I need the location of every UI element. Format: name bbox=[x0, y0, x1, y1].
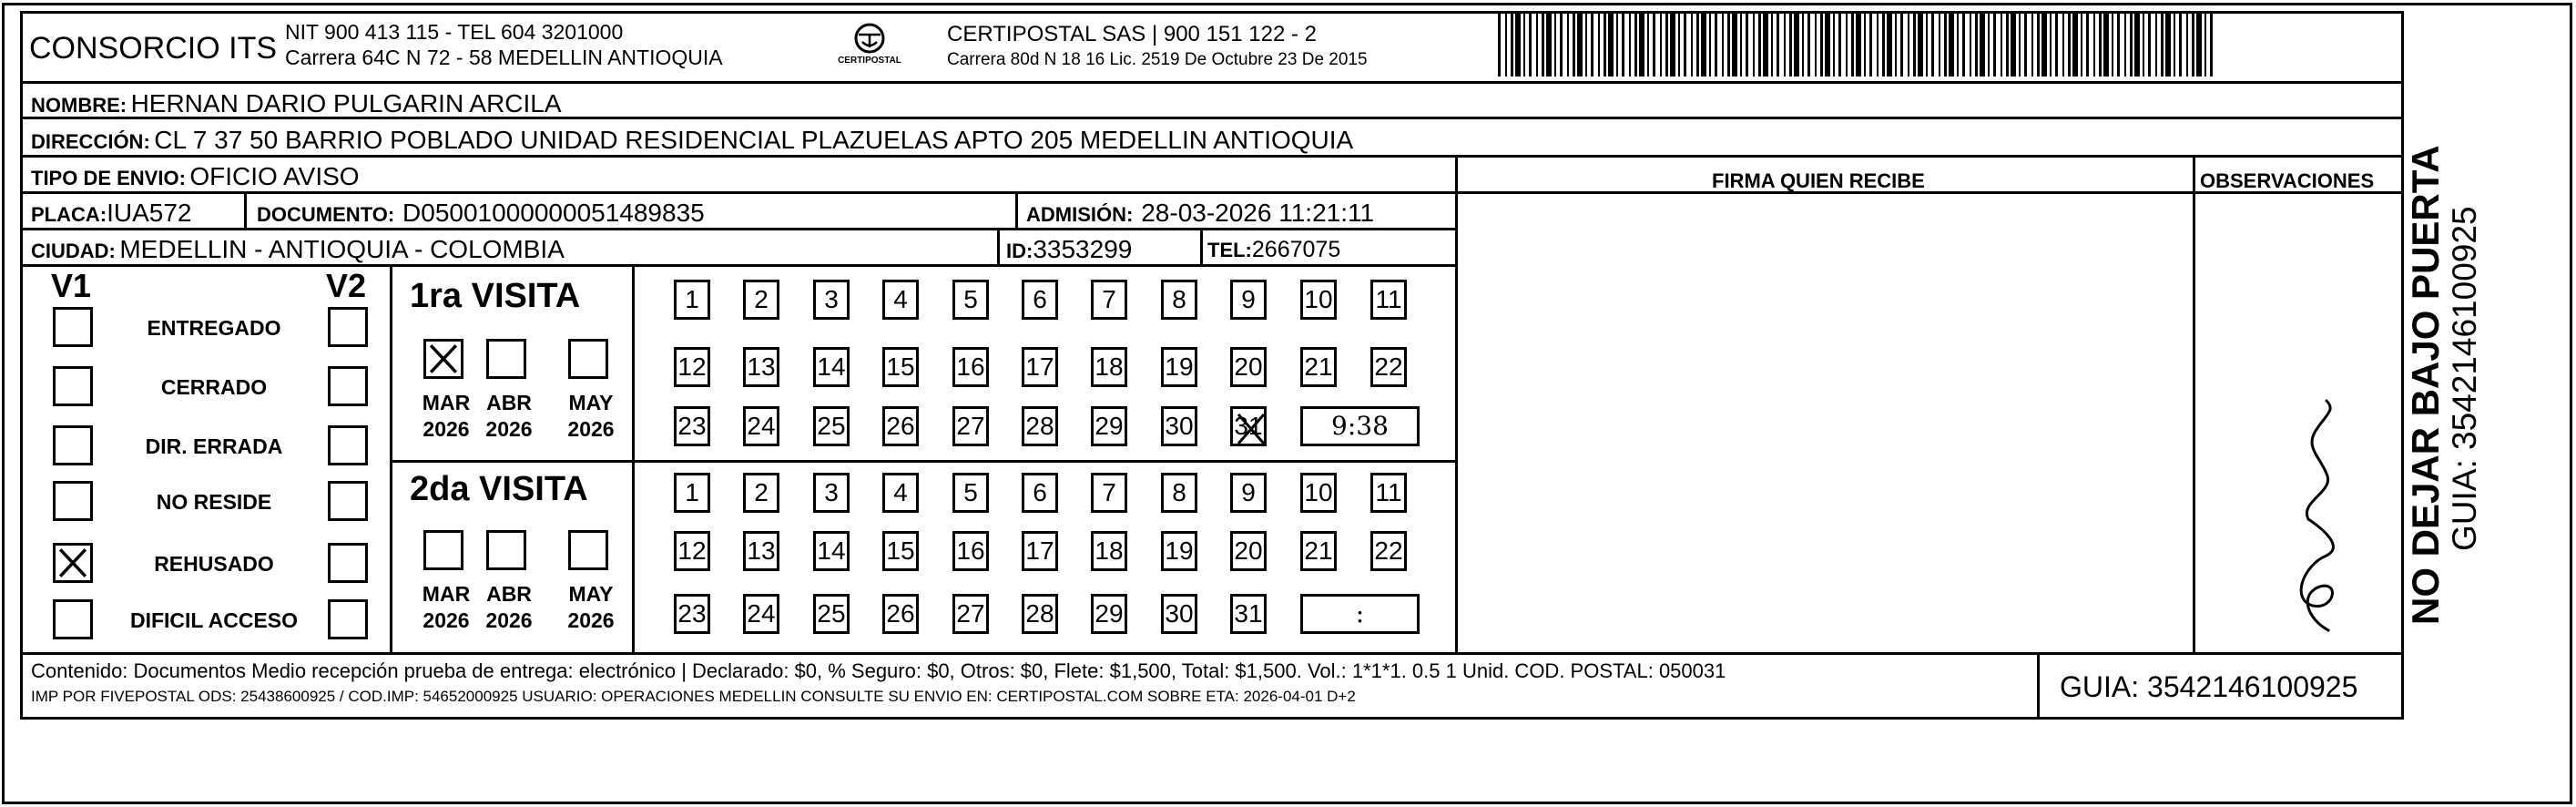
day-box: 7 bbox=[1091, 473, 1127, 513]
barcode-bar bbox=[1962, 13, 1965, 77]
barcode-bar bbox=[1746, 13, 1748, 77]
day-box: 30 bbox=[1161, 594, 1197, 634]
barcode-bar bbox=[1616, 13, 1618, 77]
barcode-bar bbox=[1670, 13, 1675, 77]
day-box: 6 bbox=[1022, 473, 1058, 513]
day-box: 22 bbox=[1370, 347, 1407, 387]
placa-value: IUA572 bbox=[107, 199, 192, 227]
barcode-bar bbox=[1608, 13, 1614, 77]
status-option-label: DIFICIL ACCESO bbox=[129, 608, 298, 632]
rule bbox=[244, 191, 247, 228]
rule bbox=[20, 191, 2404, 194]
placa-label: PLACA: bbox=[31, 203, 107, 226]
rule bbox=[632, 264, 635, 652]
barcode-bar bbox=[2204, 13, 2206, 77]
month-name: MAY bbox=[568, 582, 614, 606]
contenido-text: Contenido: Documentos Medio recepción prueba de entrega: electrónico | Declarado: $0, % Seguro: $0, Otros: $0, Flete: $1,500, Total: $1,500. Vol.: 1*1*1. 0.5 1 Unid. COD. POSTAL: 050031 bbox=[31, 659, 1726, 682]
v2-checkbox[interactable] bbox=[328, 543, 368, 583]
v1-checkbox[interactable] bbox=[53, 543, 93, 583]
barcode-bar bbox=[1980, 13, 1985, 77]
month-name: MAR bbox=[422, 391, 471, 414]
day-box: 1 bbox=[674, 473, 710, 513]
rule bbox=[1455, 155, 1458, 652]
barcode-bar bbox=[1931, 13, 1934, 77]
day-box: 15 bbox=[882, 347, 919, 387]
barcode-bar bbox=[2161, 13, 2164, 77]
barcode-bar bbox=[1975, 13, 1978, 77]
month-name: ABR bbox=[486, 582, 532, 606]
barcode-bar bbox=[1815, 13, 1817, 77]
day-box: 19 bbox=[1161, 347, 1197, 387]
barcode-bar bbox=[1957, 13, 1959, 77]
day-box: 2 bbox=[743, 280, 779, 320]
v2-checkbox[interactable] bbox=[328, 425, 368, 465]
barcode-bar bbox=[1515, 13, 1521, 77]
barcode-bar bbox=[1598, 13, 1600, 77]
month-checkbox[interactable] bbox=[568, 339, 608, 379]
direccion-value: CL 7 37 50 BARRIO POBLADO UNIDAD RESIDENCIAL PLAZUELAS APTO 205 MEDELLIN ANTIOQUIA bbox=[154, 126, 1354, 154]
id-label: ID: bbox=[1006, 240, 1033, 262]
v2-checkbox[interactable] bbox=[328, 599, 368, 639]
barcode-bar bbox=[1777, 13, 1779, 77]
barcode-bar bbox=[2050, 13, 2052, 77]
day-box: 25 bbox=[813, 594, 850, 634]
month-label bbox=[414, 581, 478, 634]
month-year: 2026 bbox=[423, 416, 470, 441]
rule bbox=[20, 155, 2404, 158]
barcode-bar bbox=[1913, 13, 1916, 77]
barcode-bar bbox=[1988, 13, 1990, 77]
day-box: 6 bbox=[1022, 280, 1058, 320]
time-box: : bbox=[1300, 594, 1420, 634]
barcode-bar bbox=[1523, 13, 1525, 77]
day-box: 3 bbox=[813, 473, 850, 513]
barcode-bar bbox=[1647, 13, 1649, 77]
day-box: 27 bbox=[952, 406, 989, 446]
tipo-label: TIPO DE ENVIO: bbox=[31, 167, 186, 189]
day-box: 13 bbox=[743, 347, 779, 387]
barcode-bar bbox=[1498, 13, 1501, 77]
barcode bbox=[1498, 13, 2222, 77]
day-box: 14 bbox=[813, 531, 850, 571]
barcode-bar bbox=[1740, 13, 1742, 77]
barcode-bar bbox=[2086, 13, 2089, 77]
barcode-bar bbox=[1869, 13, 1872, 77]
barcode-bar bbox=[1926, 13, 1928, 77]
day-box: 1 bbox=[674, 280, 710, 320]
day-box: 18 bbox=[1091, 531, 1127, 571]
barcode-bar bbox=[1833, 13, 1835, 77]
barcode-bar bbox=[1838, 13, 1841, 77]
month-label bbox=[559, 390, 623, 443]
company-name: CONSORCIO ITS bbox=[29, 31, 278, 66]
barcode-bar bbox=[2148, 13, 2151, 77]
barcode-bar bbox=[1709, 13, 1711, 77]
barcode-bar bbox=[2192, 13, 2194, 77]
day-box: 8 bbox=[1161, 473, 1197, 513]
barcode-bar bbox=[2103, 13, 2109, 77]
tel-label: TEL: bbox=[1207, 239, 1252, 261]
status-option-label: REHUSADO bbox=[154, 552, 274, 576]
day-box: 24 bbox=[743, 406, 779, 446]
rule bbox=[20, 228, 1457, 230]
day-box: 23 bbox=[674, 406, 710, 446]
nombre-value: HERNAN DARIO PULGARIN ARCILA bbox=[130, 89, 562, 117]
status-option-label: ENTREGADO bbox=[147, 316, 281, 340]
barcode-bar bbox=[1546, 13, 1552, 77]
barcode-bar bbox=[2006, 13, 2009, 77]
barcode-bar bbox=[2165, 13, 2171, 77]
barcode-bar bbox=[1784, 13, 1786, 77]
v2-label: V2 bbox=[326, 267, 367, 304]
carrier-name: CERTIPOSTAL SAS | 900 151 122 - 2 bbox=[947, 22, 1317, 46]
day-box: 26 bbox=[882, 406, 919, 446]
day-box: 12 bbox=[674, 531, 710, 571]
barcode-bar bbox=[1908, 13, 1909, 77]
documento-value: D05001000000051489835 bbox=[402, 199, 705, 227]
barcode-bar bbox=[1701, 13, 1706, 77]
day-box: 30 bbox=[1161, 406, 1197, 446]
barcode-bar bbox=[1591, 13, 1593, 77]
imp-text: IMP POR FIVEPOSTAL ODS: 25438600925 / COD.IMP: 54652000925 USUARIO: OPERACIONES MEDELLIN CONSULTE SU ENVIO EN: CERTIPOSTAL.COM SOBRE ETA: 2026-04-01 D+2 bbox=[31, 688, 1356, 705]
handwritten-signature bbox=[2272, 392, 2354, 638]
barcode-bar bbox=[1825, 13, 1830, 77]
barcode-bar bbox=[1585, 13, 1587, 77]
barcode-bar bbox=[1807, 13, 1810, 77]
barcode-bar bbox=[2072, 13, 2078, 77]
month-checkbox[interactable] bbox=[423, 339, 463, 379]
barcode-bar bbox=[1732, 13, 1737, 77]
logo-text: CERTIPOSTAL bbox=[838, 56, 901, 66]
day-box: 17 bbox=[1022, 531, 1058, 571]
id-value: 3353299 bbox=[1033, 235, 1133, 263]
carrier-address: Carrera 80d N 18 16 Lic. 2519 De Octubre 23 De 2015 bbox=[947, 50, 1368, 69]
barcode-bar bbox=[1622, 13, 1624, 77]
company-nit: NIT 900 413 115 - TEL 604 3201000 bbox=[285, 20, 624, 44]
documento-label: DOCUMENTO: bbox=[257, 203, 395, 226]
barcode-bar bbox=[1918, 13, 1923, 77]
barcode-bar bbox=[2179, 13, 2182, 77]
day-cross-mark bbox=[1233, 409, 1264, 444]
day-box: 5 bbox=[952, 280, 989, 320]
barcode-bar bbox=[1554, 13, 1556, 77]
barcode-bar bbox=[2117, 13, 2120, 77]
v1-checkbox[interactable] bbox=[53, 307, 93, 347]
day-box: 4 bbox=[882, 473, 919, 513]
certipostal-logo bbox=[824, 20, 915, 67]
barcode-bar bbox=[1763, 13, 1768, 77]
barcode-bar bbox=[1604, 13, 1606, 77]
day-box: 4 bbox=[882, 280, 919, 320]
month-year: 2026 bbox=[423, 608, 470, 632]
day-box: 16 bbox=[952, 347, 989, 387]
direccion-label: DIRECCIÓN: bbox=[31, 130, 150, 153]
month-label bbox=[414, 390, 478, 443]
barcode-bar bbox=[1529, 13, 1532, 77]
day-box: 22 bbox=[1370, 531, 1407, 571]
barcode-bar bbox=[2196, 13, 2202, 77]
side-guia-text: GUIA: 3542146100925 bbox=[2446, 206, 2483, 551]
barcode-bar bbox=[2174, 13, 2175, 77]
visit2-title: 2da VISITA bbox=[410, 470, 588, 508]
barcode-bar bbox=[2130, 13, 2133, 77]
barcode-bar bbox=[2031, 13, 2033, 77]
day-box: 2 bbox=[743, 473, 779, 513]
barcode-bar bbox=[1887, 13, 1892, 77]
barcode-bar bbox=[2155, 13, 2157, 77]
month-checkbox[interactable] bbox=[486, 530, 526, 570]
barcode-bar bbox=[1820, 13, 1823, 77]
v1-checkbox[interactable] bbox=[53, 425, 93, 465]
barcode-bar bbox=[1949, 13, 1954, 77]
status-option-label: NO RESIDE bbox=[156, 490, 272, 514]
barcode-bar bbox=[2099, 13, 2102, 77]
rule bbox=[20, 652, 2404, 655]
barcode-bar bbox=[1794, 13, 1799, 77]
day-box: 25 bbox=[813, 406, 850, 446]
day-box: 9 bbox=[1230, 280, 1267, 320]
footer-guia: GUIA: 3542146100925 bbox=[2060, 670, 2358, 703]
day-box: 14 bbox=[813, 347, 850, 387]
barcode-bar bbox=[2210, 13, 2213, 77]
barcode-bar bbox=[1856, 13, 1861, 77]
v2-checkbox[interactable] bbox=[328, 481, 368, 521]
month-year: 2026 bbox=[567, 416, 615, 441]
barcode-bar bbox=[1771, 13, 1773, 77]
time-box: 9:38 bbox=[1300, 406, 1420, 446]
month-checkbox[interactable] bbox=[486, 339, 526, 379]
barcode-bar bbox=[1536, 13, 1538, 77]
barcode-bar bbox=[1560, 13, 1563, 77]
barcode-bar bbox=[1653, 13, 1655, 77]
barcode-bar bbox=[1660, 13, 1662, 77]
day-box: 31 bbox=[1230, 594, 1267, 634]
month-checkbox[interactable] bbox=[423, 530, 463, 570]
day-box: 21 bbox=[1300, 531, 1337, 571]
day-box: 27 bbox=[952, 594, 989, 634]
rule bbox=[2037, 652, 2040, 720]
barcode-bar bbox=[1678, 13, 1680, 77]
day-box: 17 bbox=[1022, 347, 1058, 387]
barcode-bar bbox=[1939, 13, 1940, 77]
barcode-bar bbox=[1851, 13, 1854, 77]
month-label bbox=[477, 581, 541, 634]
day-box: 28 bbox=[1022, 406, 1058, 446]
barcode-bar bbox=[2186, 13, 2188, 77]
visit1-title: 1ra VISITA bbox=[410, 277, 581, 315]
day-box: 11 bbox=[1370, 473, 1407, 513]
barcode-bar bbox=[2024, 13, 2027, 77]
barcode-bar bbox=[2124, 13, 2126, 77]
month-checkbox[interactable] bbox=[568, 530, 608, 570]
day-box: 13 bbox=[743, 531, 779, 571]
barcode-bar bbox=[2143, 13, 2144, 77]
admision-label: ADMISIÓN: bbox=[1026, 203, 1134, 226]
day-box: 28 bbox=[1022, 594, 1058, 634]
day-box: 29 bbox=[1091, 406, 1127, 446]
rule bbox=[20, 81, 2404, 84]
month-year: 2026 bbox=[567, 608, 615, 632]
month-label bbox=[477, 390, 541, 443]
barcode-bar bbox=[1567, 13, 1569, 77]
barcode-bar bbox=[1864, 13, 1866, 77]
company-address: Carrera 64C N 72 - 58 MEDELLIN ANTIOQUIA bbox=[285, 46, 723, 69]
day-box: 16 bbox=[952, 531, 989, 571]
barcode-bar bbox=[2037, 13, 2040, 77]
day-box: 9 bbox=[1230, 473, 1267, 513]
barcode-bar bbox=[1993, 13, 1996, 77]
month-year: 2026 bbox=[485, 416, 533, 441]
barcode-bar bbox=[1715, 13, 1717, 77]
barcode-bar bbox=[1900, 13, 1903, 77]
barcode-bar bbox=[2055, 13, 2058, 77]
admision-value: 28-03-2026 11:21:11 bbox=[1141, 199, 1375, 227]
day-box: 19 bbox=[1161, 531, 1197, 571]
rule bbox=[390, 264, 392, 652]
barcode-bar bbox=[1542, 13, 1544, 77]
v1-checkbox[interactable] bbox=[53, 366, 93, 406]
barcode-bar bbox=[1691, 13, 1693, 77]
rule bbox=[1200, 228, 1203, 264]
barcode-bar bbox=[1846, 13, 1848, 77]
barcode-bar bbox=[1802, 13, 1804, 77]
day-box: 24 bbox=[743, 594, 779, 634]
barcode-bar bbox=[1573, 13, 1575, 77]
barcode-bar bbox=[1722, 13, 1724, 77]
no-dejar-text: NO DEJAR BAJO PUERTA bbox=[2404, 145, 2447, 625]
rule bbox=[1015, 191, 1018, 228]
barcode-bar bbox=[1505, 13, 1507, 77]
day-box: 26 bbox=[882, 594, 919, 634]
barcode-bar bbox=[1665, 13, 1668, 77]
barcode-bar bbox=[1970, 13, 1971, 77]
barcode-bar bbox=[2062, 13, 2064, 77]
observaciones-label: OBSERVACIONES bbox=[2200, 169, 2375, 192]
day-box: 11 bbox=[1370, 280, 1407, 320]
day-box: 18 bbox=[1091, 347, 1127, 387]
month-label bbox=[559, 581, 623, 634]
rule bbox=[2193, 155, 2195, 652]
barcode-bar bbox=[1684, 13, 1686, 77]
barcode-bar bbox=[1895, 13, 1897, 77]
barcode-bar bbox=[1944, 13, 1947, 77]
v1-label: V1 bbox=[51, 267, 92, 304]
barcode-bar bbox=[1639, 13, 1644, 77]
rule bbox=[997, 228, 1000, 264]
ciudad-label: CIUDAD: bbox=[31, 240, 116, 262]
barcode-bar bbox=[1629, 13, 1631, 77]
barcode-bar bbox=[1877, 13, 1879, 77]
nombre-label: NOMBRE: bbox=[31, 94, 127, 117]
day-box: 23 bbox=[674, 594, 710, 634]
barcode-bar bbox=[2001, 13, 2002, 77]
barcode-bar bbox=[1882, 13, 1885, 77]
rule bbox=[20, 264, 1457, 267]
barcode-bar bbox=[2134, 13, 2140, 77]
barcode-bar bbox=[1758, 13, 1761, 77]
month-name: MAR bbox=[422, 582, 471, 606]
day-box: 7 bbox=[1091, 280, 1127, 320]
barcode-bar bbox=[1696, 13, 1699, 77]
month-year: 2026 bbox=[485, 608, 533, 632]
month-name: MAY bbox=[568, 391, 614, 414]
status-option-label: DIR. ERRADA bbox=[145, 434, 283, 458]
barcode-bar bbox=[2112, 13, 2113, 77]
day-box: 21 bbox=[1300, 347, 1337, 387]
v1-checkbox[interactable] bbox=[53, 481, 93, 521]
v2-checkbox[interactable] bbox=[328, 366, 368, 406]
day-box: 12 bbox=[674, 347, 710, 387]
day-box: 20 bbox=[1230, 531, 1267, 571]
v1-checkbox[interactable] bbox=[53, 599, 93, 639]
day-box: 8 bbox=[1161, 280, 1197, 320]
tipo-value: OFICIO AVISO bbox=[189, 162, 360, 190]
barcode-bar bbox=[1753, 13, 1755, 77]
barcode-bar bbox=[1789, 13, 1792, 77]
barcode-bar bbox=[1511, 13, 1513, 77]
day-box: 29 bbox=[1091, 594, 1127, 634]
day-box: 10 bbox=[1300, 473, 1337, 513]
day-box: 31 bbox=[1230, 406, 1267, 446]
barcode-bar bbox=[2068, 13, 2071, 77]
day-box: 5 bbox=[952, 473, 989, 513]
tel-value: 2667075 bbox=[1251, 237, 1341, 262]
day-box: 3 bbox=[813, 280, 850, 320]
v2-checkbox[interactable] bbox=[328, 307, 368, 347]
barcode-bar bbox=[2081, 13, 2082, 77]
barcode-bar bbox=[1634, 13, 1637, 77]
month-name: ABR bbox=[486, 391, 532, 414]
barcode-bar bbox=[2093, 13, 2095, 77]
firma-label: FIRMA QUIEN RECIBE bbox=[1712, 169, 1925, 192]
day-box: 15 bbox=[882, 531, 919, 571]
day-box: 20 bbox=[1230, 347, 1267, 387]
barcode-bar bbox=[1727, 13, 1730, 77]
day-box: 10 bbox=[1300, 280, 1337, 320]
barcode-bar bbox=[2041, 13, 2047, 77]
rule bbox=[390, 460, 1457, 463]
status-option-label: CERRADO bbox=[160, 375, 268, 399]
barcode-bar bbox=[1577, 13, 1583, 77]
ciudad-value: MEDELLIN - ANTIOQUIA - COLOMBIA bbox=[119, 235, 565, 263]
barcode-bar bbox=[2011, 13, 2016, 77]
barcode-bar bbox=[2019, 13, 2021, 77]
